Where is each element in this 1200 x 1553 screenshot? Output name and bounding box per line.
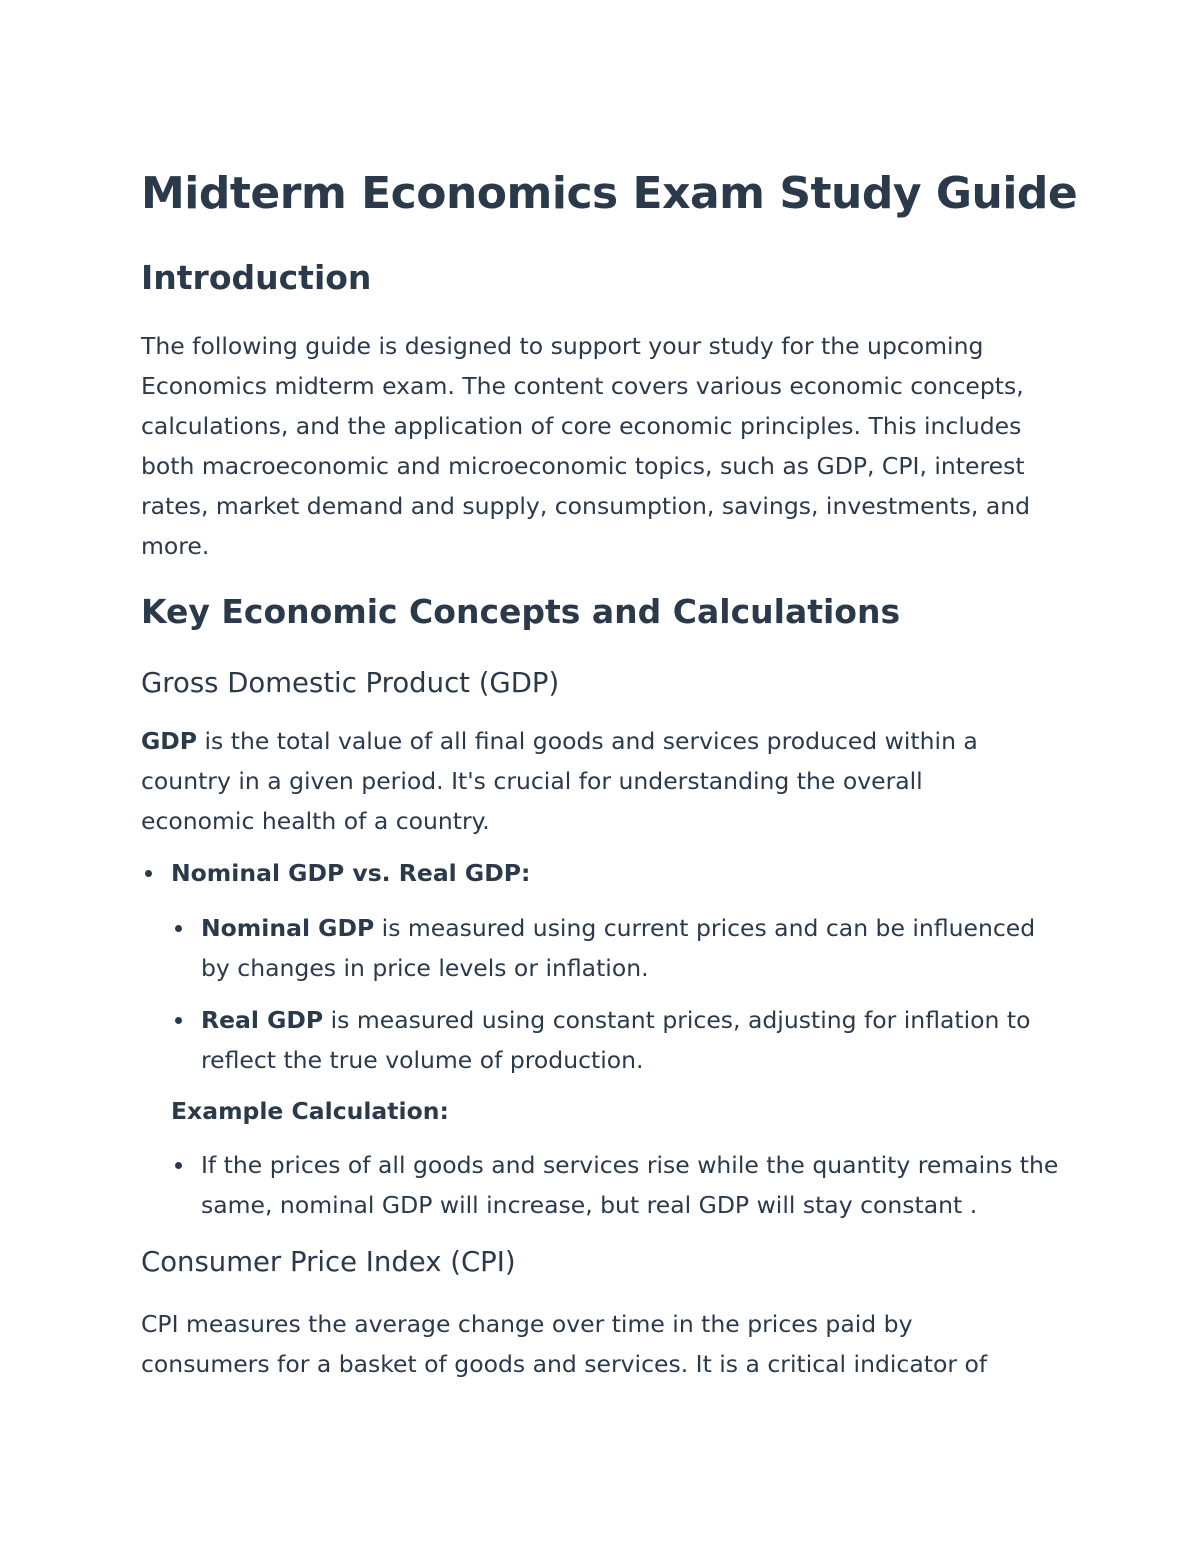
nominal-gdp-definition: is measured using current prices and can be influenced by changes in price levels or inflation. [201,914,1036,982]
list-item-real-gdp [171,1000,1071,1080]
list-item-text [201,908,1061,988]
subsection-heading-gdp: Gross Domestic Product (GDP) [141,667,560,699]
gdp-term: GDP [141,727,198,755]
gdp-definition: is the total value of all final goods and services produced within a country in a given period. It's crucial for understanding the overall economic health of a country. [141,727,978,835]
bullet-icon [145,870,152,877]
subsection-heading-cpi: Consumer Price Index (CPI) [141,1246,516,1278]
list-item-example [171,1145,1071,1225]
list-item-text: If the prices of all goods and services rise while the quantity remains the same, nominal GDP will increase, but real GDP will stay constant . [201,1151,1059,1219]
real-gdp-term: Real GDP [201,1006,324,1034]
bullet-icon [175,925,182,932]
section-heading-introduction: Introduction [141,258,372,297]
bullet-icon [175,1162,182,1169]
list-item-label: Nominal GDP vs. Real GDP: [171,859,531,887]
cpi-paragraph: CPI measures the average change over time in the prices paid by consumers for a basket of goods and services. It is a critical indicator of [141,1310,988,1378]
real-gdp-definition: is measured using constant prices, adjusting for inflation to reflect the true volume of production. [201,1006,1031,1074]
list-item-nominal-gdp [171,908,1071,988]
list-item-nominal-vs-real [141,853,1061,893]
introduction-paragraph: The following guide is designed to support your study for the upcoming Economics midterm exam. The content covers various economic concepts, calculations, and the application of core economic principles. This includes both macroeconomic and microeconomic topics, such as GDP, CPI, interest rates, market demand and supply, consumption, savings, investments, and more. [141,332,1031,560]
bullet-icon [175,1017,182,1024]
nominal-gdp-term: Nominal GDP [201,914,375,942]
section-heading-key-concepts: Key Economic Concepts and Calculations [141,592,901,631]
example-calculation-label: Example Calculation: [171,1097,449,1125]
gdp-paragraph [141,721,1041,841]
list-item-text [201,1000,1061,1080]
document-title: Midterm Economics Exam Study Guide [141,168,1078,219]
